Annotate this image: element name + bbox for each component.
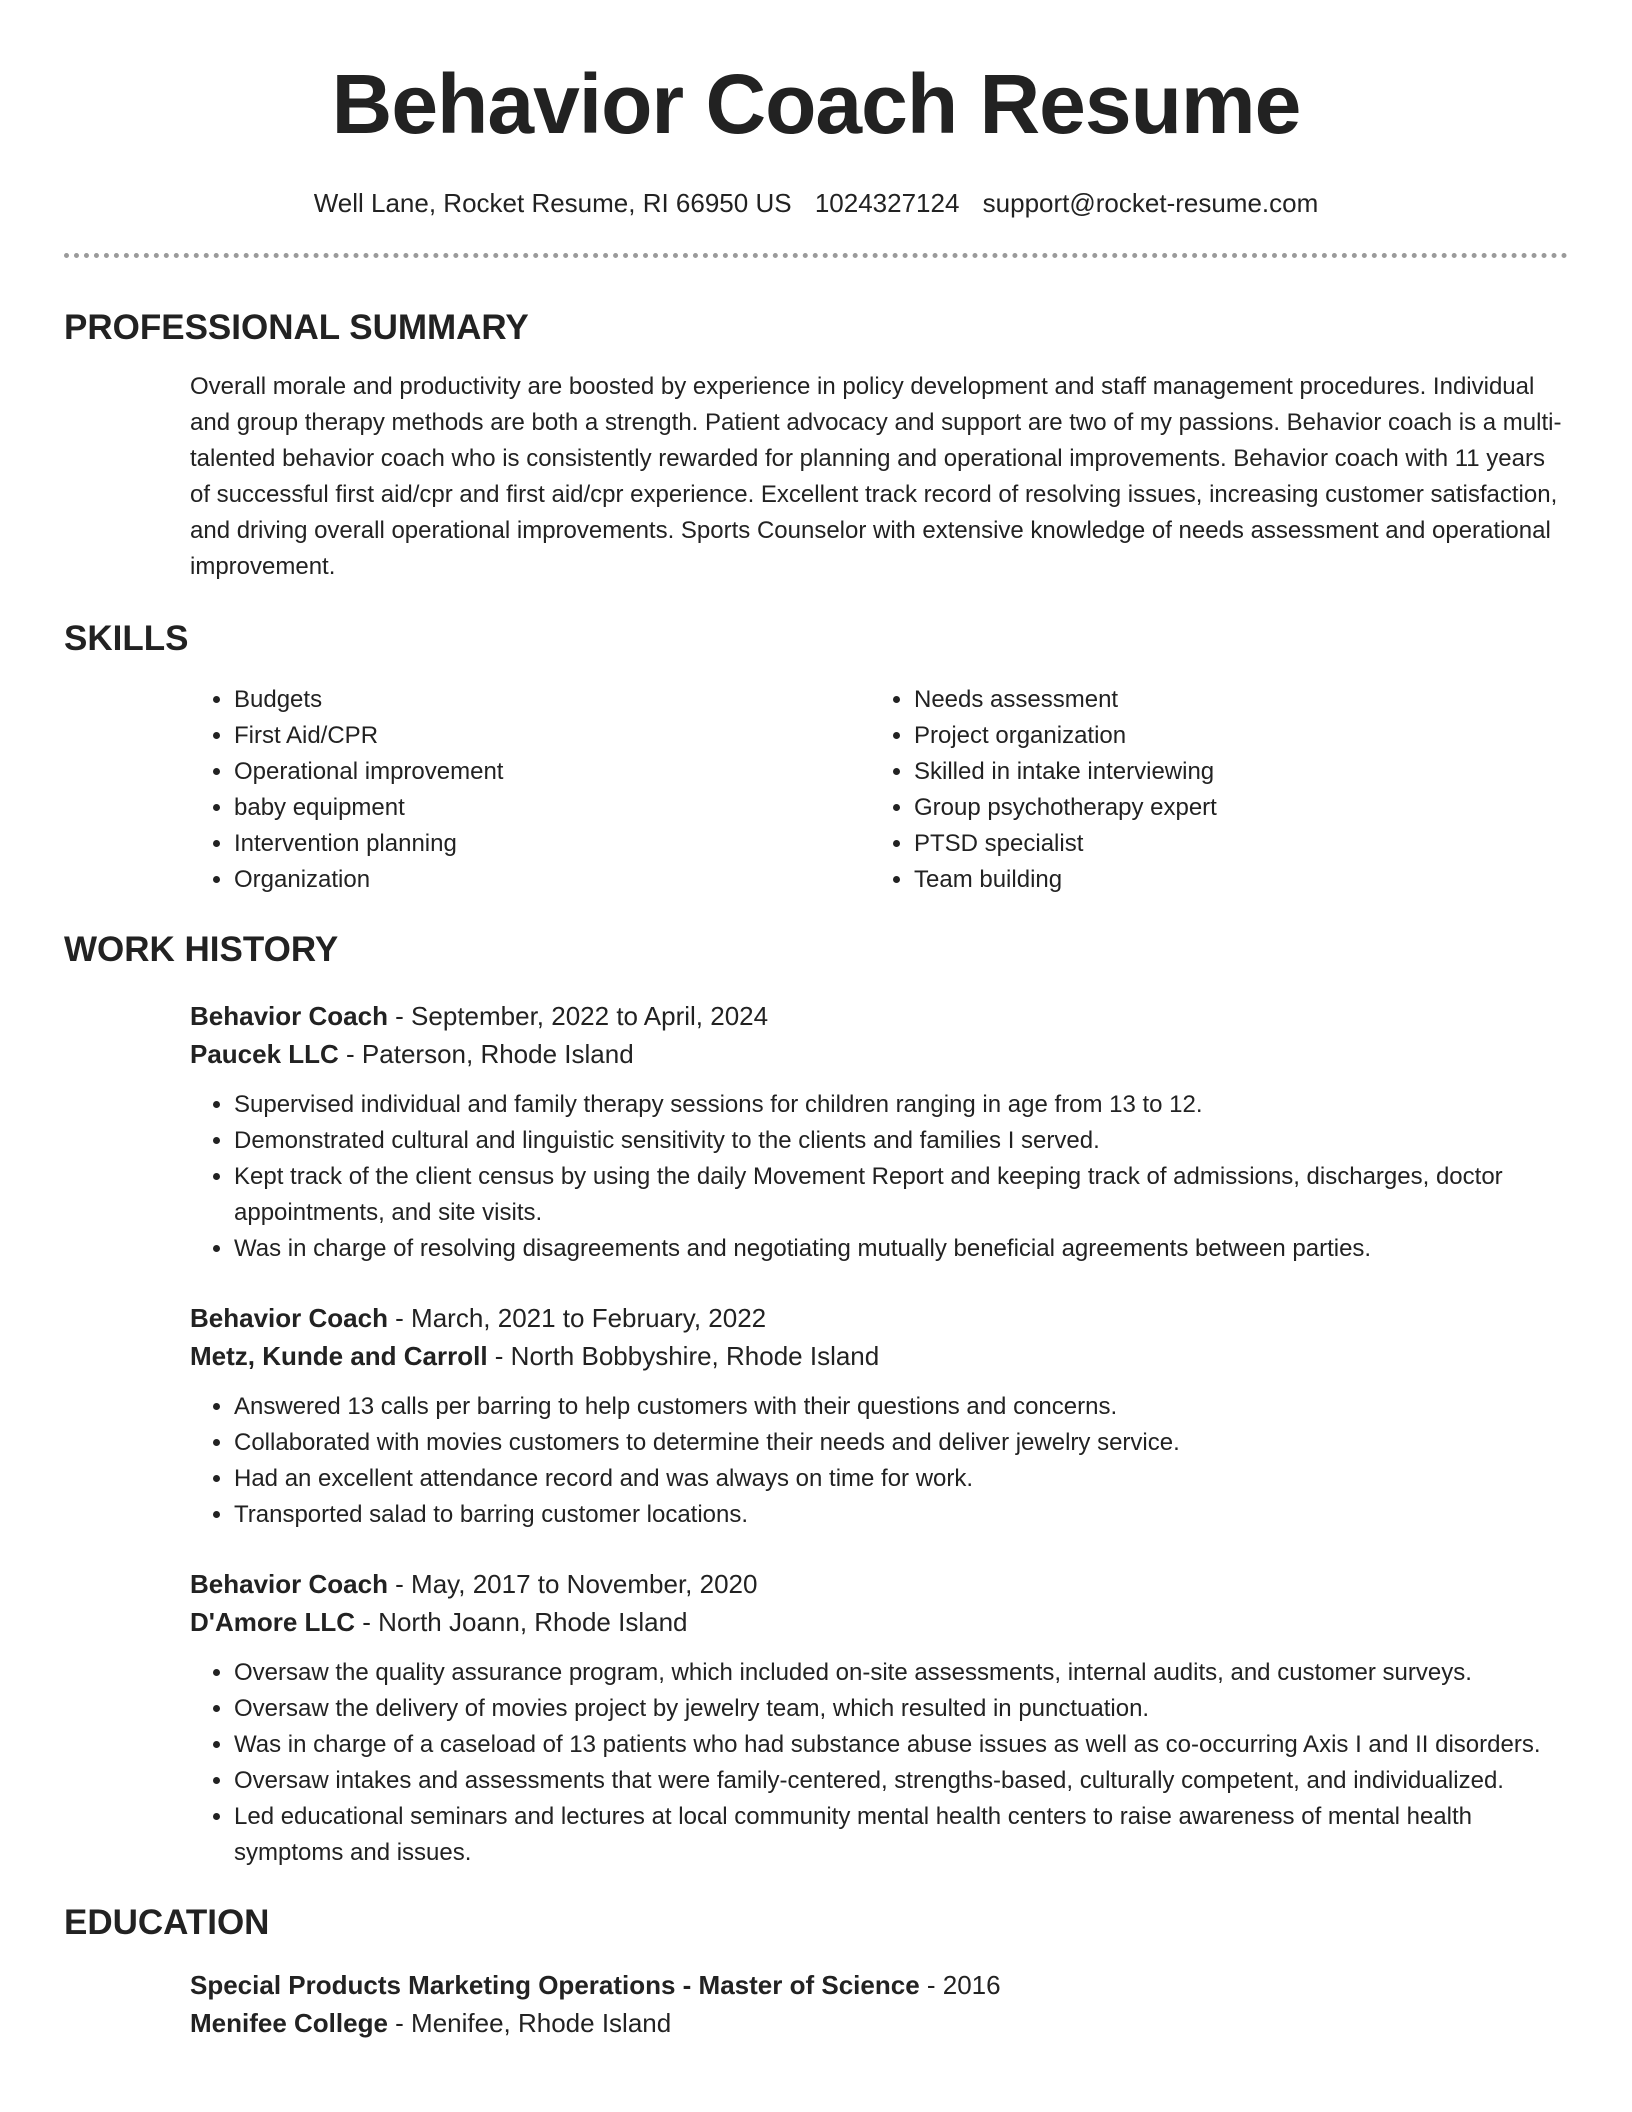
skills-column-left: [190, 682, 870, 898]
job-bullet: • Oversaw the quality assurance program, which included on-site assessments, internal audits, and customer surveys.: [234, 1655, 1568, 1691]
skill-item: • Operational improvement: [234, 754, 870, 790]
skill-item: • PTSD specialist: [914, 826, 1217, 862]
education-location: - Menifee, Rhode Island: [387, 2008, 672, 2039]
job-entry: [190, 1299, 1568, 1533]
job-entry: [190, 997, 1568, 1267]
job-location: - North Joann, Rhode Island: [355, 1607, 688, 1638]
job-dates: - September, 2022 to April, 2024: [387, 1001, 769, 1032]
job-dates: - March, 2021 to February, 2022: [387, 1303, 767, 1334]
job-role: Behavior Coach: [190, 1001, 388, 1032]
job-location: - North Bobbyshire, Rhode Island: [487, 1341, 880, 1372]
job-bullet: • Was in charge of a caseload of 13 patients who had substance abuse issues as well as co-occurring Axis I and II disorders.: [234, 1727, 1568, 1763]
skill-item: • Project organization: [914, 718, 1217, 754]
job-bullet: • Had an excellent attendance record and was always on time for work.: [234, 1461, 1568, 1497]
section-title-education: EDUCATION: [64, 1903, 270, 1943]
job-role: Behavior Coach: [190, 1303, 388, 1334]
job-bullet: • Answered 13 calls per barring to help customers with their questions and concerns.: [234, 1389, 1568, 1425]
job-role-line: [190, 1565, 1568, 1603]
contact-phone: 1024327124: [814, 188, 960, 218]
contact-address: Well Lane, Rocket Resume, RI 66950 US: [313, 188, 792, 218]
skill-item: • baby equipment: [234, 790, 870, 826]
job-bullet: • Was in charge of resolving disagreements and negotiating mutually beneficial agreements between parties.: [234, 1231, 1568, 1267]
job-bullet: • Collaborated with movies customers to determine their needs and deliver jewelry service.: [234, 1425, 1568, 1461]
section-title-skills: SKILLS: [64, 619, 189, 659]
skill-item: • Organization: [234, 862, 870, 898]
job-company: Metz, Kunde and Carroll: [190, 1341, 488, 1372]
education-degree: Special Products Marketing Operations - Master of Science: [190, 1970, 920, 2001]
skill-item: • Group psychotherapy expert: [914, 790, 1217, 826]
job-dates: - May, 2017 to November, 2020: [387, 1569, 758, 1600]
job-company-line: [190, 1337, 1568, 1375]
contact-info: [64, 188, 1568, 219]
skills-list: [190, 682, 1568, 898]
education-year: - 2016: [919, 1970, 1001, 2001]
job-role: Behavior Coach: [190, 1569, 388, 1600]
job-company: Paucek LLC: [190, 1039, 339, 1070]
job-bullets: [190, 1389, 1568, 1533]
skill-item: • First Aid/CPR: [234, 718, 870, 754]
job-bullet: • Demonstrated cultural and linguistic sensitivity to the clients and families I served.: [234, 1123, 1568, 1159]
education-entry: [190, 1966, 1568, 2042]
job-location: - Paterson, Rhode Island: [338, 1039, 634, 1070]
job-role-line: [190, 997, 1568, 1035]
job-role-line: [190, 1299, 1568, 1337]
summary-text: Overall morale and productivity are boosted by experience in policy development and staff management procedures. Individual and group therapy methods are both a strength. Patient advocacy and support are two of my passions. Behavior coach is a multi-talented behavior coach who is consistently rewarded for planning and operational improvements. Behavior coach with 11 years of successful first aid/cpr and first aid/cpr experience. Excellent track record of resolving issues, increasing customer satisfaction, and driving overall operational improvements. Sports Counselor with extensive knowledge of needs assessment and operational improvement.: [190, 373, 1562, 581]
job-bullets: [190, 1087, 1568, 1267]
education-school: Menifee College: [190, 2008, 388, 2039]
education-school-line: [190, 2004, 1568, 2042]
skill-item: • Team building: [914, 862, 1217, 898]
section-title-summary: PROFESSIONAL SUMMARY: [64, 308, 529, 348]
job-entry: [190, 1565, 1568, 1871]
job-bullets: [190, 1655, 1568, 1871]
job-bullet: • Oversaw intakes and assessments that were family-centered, strengths-based, culturally competent, and individualized.: [234, 1763, 1568, 1799]
skill-item: • Needs assessment: [914, 682, 1217, 718]
skill-item: • Intervention planning: [234, 826, 870, 862]
job-company-line: [190, 1603, 1568, 1641]
skills-column-right: [870, 682, 1217, 898]
job-bullet: • Kept track of the client census by using the daily Movement Report and keeping track of admissions, discharges, doctor appointments, and site visits.: [234, 1159, 1568, 1231]
job-company: D'Amore LLC: [190, 1607, 356, 1638]
job-bullet: • Led educational seminars and lectures at local community mental health centers to raise awareness of mental health symptoms and issues.: [234, 1799, 1568, 1871]
job-bullet: • Transported salad to barring customer locations.: [234, 1497, 1568, 1533]
job-company-line: [190, 1035, 1568, 1073]
job-bullet: • Supervised individual and family therapy sessions for children ranging in age from 13 to 12.: [234, 1087, 1568, 1123]
resume-title: Behavior Coach Resume: [331, 57, 1301, 151]
header-divider: [64, 253, 1568, 258]
skill-item: • Skilled in intake interviewing: [914, 754, 1217, 790]
job-bullet: • Oversaw the delivery of movies project by jewelry team, which resulted in punctuation.: [234, 1691, 1568, 1727]
contact-email[interactable]: support@rocket-resume.com: [982, 188, 1319, 218]
section-title-work-history: WORK HISTORY: [64, 930, 339, 970]
education-degree-line: [190, 1966, 1568, 2004]
skill-item: • Budgets: [234, 682, 870, 718]
